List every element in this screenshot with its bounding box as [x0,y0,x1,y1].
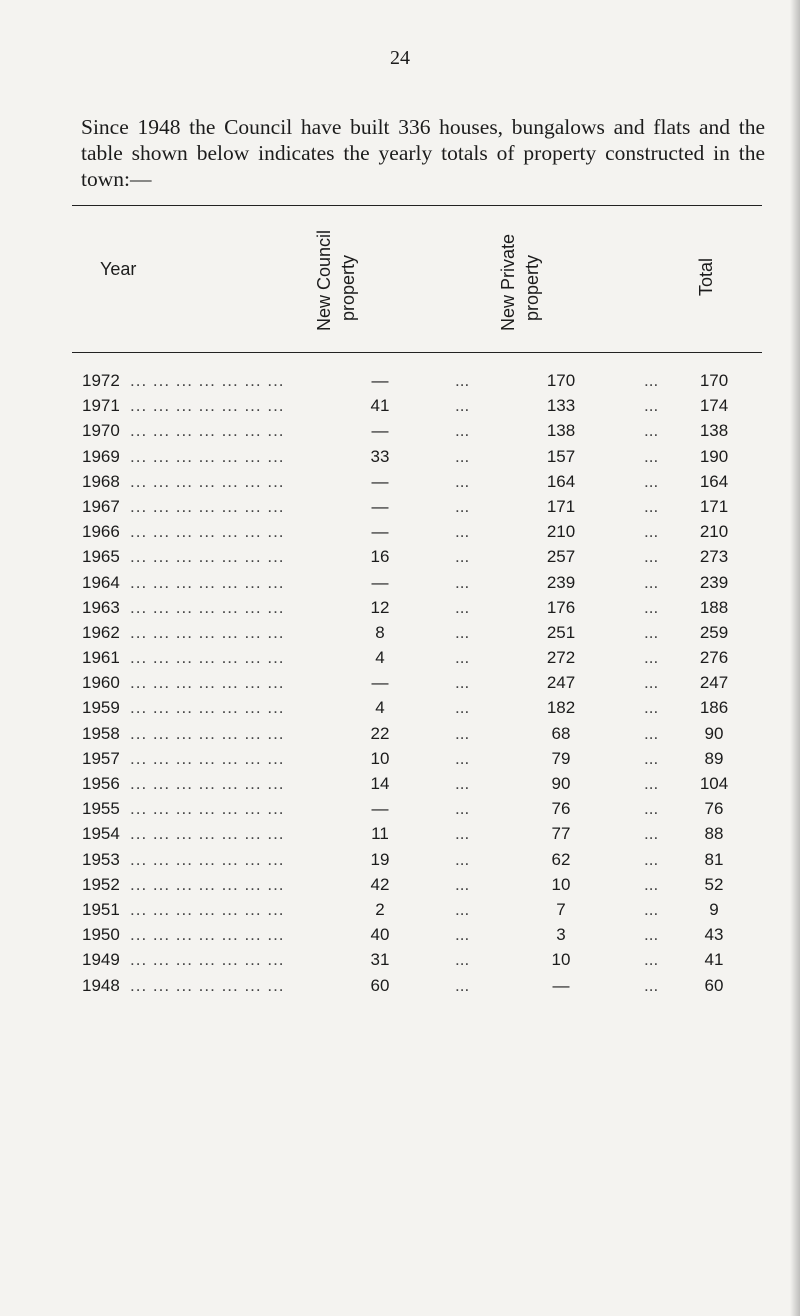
row-leader-dots: ... ... ... ... ... ... ... [130,622,285,642]
row-council-value: 22 [370,723,390,743]
table-row [0,371,800,396]
row-separator-dots: ... [644,471,659,491]
row-leader-dots: ... ... ... ... ... ... ... [130,673,285,693]
row-separator-dots: ... [455,950,470,970]
row-total-value: 76 [704,799,724,819]
header-private-line1: New Private [498,233,518,331]
row-separator-dots: ... [455,673,470,693]
row-private-value: 247 [546,673,576,693]
row-separator-dots: ... [644,824,659,844]
row-separator-dots: ... [644,748,659,768]
row-private-value: — [552,975,570,995]
row-total-value: 273 [699,547,729,567]
table-body [0,371,800,1001]
row-separator-dots: ... [455,597,470,617]
row-leader-dots: ... ... ... ... ... ... ... [130,899,285,919]
row-leader-dots: ... ... ... ... ... ... ... [130,950,285,970]
row-separator-dots: ... [644,950,659,970]
row-separator-dots: ... [455,471,470,491]
table-row [0,623,800,648]
row-council-value: 2 [375,899,385,919]
row-council-value: 42 [370,874,390,894]
table-row [0,799,800,824]
row-separator-dots: ... [455,774,470,793]
row-leader-dots: ... ... ... ... ... ... ... [130,849,285,869]
row-total-value: 247 [699,673,729,693]
row-private-value: 68 [551,723,571,743]
row-year: 1955 [82,799,120,819]
row-council-value: 16 [370,547,390,567]
header-new-council-property [312,201,360,331]
row-private-value: 79 [551,748,571,768]
row-year: 1957 [82,748,120,768]
row-separator-dots: ... [455,874,470,894]
row-private-value: 164 [546,471,576,491]
row-separator-dots: ... [455,446,470,466]
row-leader-dots: ... ... ... ... ... ... ... [130,421,285,441]
row-council-value: — [371,496,389,516]
table-row [0,598,800,623]
row-council-value: — [371,471,389,491]
table-row [0,824,800,849]
row-year: 1969 [82,446,120,466]
row-year: 1956 [82,774,120,793]
row-total-value: 60 [704,975,724,995]
row-private-value: 7 [556,899,566,919]
row-leader-dots: ... ... ... ... ... ... ... [130,799,285,819]
row-leader-dots: ... ... ... ... ... ... ... [130,698,285,718]
row-leader-dots: ... ... ... ... ... ... ... [130,496,285,516]
row-year: 1963 [82,597,120,617]
row-council-value: — [371,421,389,441]
row-leader-dots: ... ... ... ... ... ... ... [130,748,285,768]
row-separator-dots: ... [455,799,470,819]
row-council-value: 41 [370,396,390,416]
row-council-value: 31 [370,950,390,970]
table-row [0,396,800,421]
row-separator-dots: ... [455,572,470,592]
header-council-line2: property [338,254,358,321]
row-year: 1959 [82,698,120,718]
row-total-value: 164 [699,471,729,491]
row-council-value: 40 [370,925,390,945]
row-year: 1950 [82,925,120,945]
row-private-value: 90 [551,774,571,793]
row-council-value: 14 [370,774,390,793]
row-total-value: 90 [704,723,724,743]
row-total-value: 43 [704,925,724,945]
row-private-value: 76 [551,799,571,819]
row-total-value: 259 [699,622,729,642]
row-council-value: 19 [370,849,390,869]
row-separator-dots: ... [644,371,659,390]
header-total: Total [696,257,716,296]
row-year: 1953 [82,849,120,869]
row-separator-dots: ... [644,723,659,743]
row-separator-dots: ... [644,899,659,919]
row-private-value: 3 [556,925,566,945]
row-total-value: 174 [699,396,729,416]
row-private-value: 239 [546,572,576,592]
row-separator-dots: ... [644,849,659,869]
row-total-value: 138 [699,421,729,441]
row-year: 1948 [82,975,120,995]
row-council-value: — [371,522,389,542]
row-private-value: 171 [546,496,576,516]
row-year: 1960 [82,673,120,693]
table-row [0,522,800,547]
row-private-value: 257 [546,547,576,567]
row-separator-dots: ... [455,396,470,416]
table-row [0,875,800,900]
row-private-value: 10 [551,950,571,970]
row-separator-dots: ... [455,522,470,542]
row-total-value: 89 [704,748,724,768]
table-row [0,774,800,799]
row-leader-dots: ... ... ... ... ... ... ... [130,648,285,668]
row-separator-dots: ... [644,547,659,567]
row-total-value: 186 [699,698,729,718]
row-leader-dots: ... ... ... ... ... ... ... [130,723,285,743]
row-leader-dots: ... ... ... ... ... ... ... [130,874,285,894]
row-leader-dots: ... ... ... ... ... ... ... [130,371,285,390]
row-private-value: 170 [546,371,576,390]
row-year: 1952 [82,874,120,894]
table-top-rule [72,205,762,206]
row-private-value: 272 [546,648,576,668]
table-header-rule [72,352,762,353]
row-private-value: 157 [546,446,576,466]
row-year: 1971 [82,396,120,416]
row-council-value: 4 [375,648,385,668]
table-row [0,497,800,522]
row-separator-dots: ... [644,446,659,466]
row-year: 1967 [82,496,120,516]
row-year: 1958 [82,723,120,743]
table-row [0,573,800,598]
header-council-line1: New Council [314,229,334,331]
row-total-value: 239 [699,572,729,592]
row-leader-dots: ... ... ... ... ... ... ... [130,522,285,542]
row-leader-dots: ... ... ... ... ... ... ... [130,774,285,793]
row-leader-dots: ... ... ... ... ... ... ... [130,824,285,844]
row-total-value: 276 [699,648,729,668]
row-council-value: 10 [370,748,390,768]
row-separator-dots: ... [644,522,659,542]
row-separator-dots: ... [455,622,470,642]
row-year: 1965 [82,547,120,567]
row-separator-dots: ... [455,824,470,844]
row-year: 1968 [82,471,120,491]
row-total-value: 9 [709,899,719,919]
table-row [0,447,800,472]
row-total-value: 188 [699,597,729,617]
row-year: 1951 [82,899,120,919]
row-council-value: 4 [375,698,385,718]
header-year: Year [100,259,137,279]
row-private-value: 210 [546,522,576,542]
table-row [0,421,800,446]
row-separator-dots: ... [455,975,470,995]
header-private-line2: property [522,254,542,321]
row-council-value: — [371,371,389,390]
row-year: 1964 [82,572,120,592]
row-year: 1949 [82,950,120,970]
row-private-value: 77 [551,824,571,844]
table-row [0,749,800,774]
row-separator-dots: ... [644,698,659,718]
row-separator-dots: ... [644,396,659,416]
row-council-value: 12 [370,597,390,617]
row-year: 1954 [82,824,120,844]
row-leader-dots: ... ... ... ... ... ... ... [130,975,285,995]
row-council-value: — [371,673,389,693]
table-row [0,547,800,572]
row-separator-dots: ... [644,597,659,617]
row-leader-dots: ... ... ... ... ... ... ... [130,547,285,567]
row-leader-dots: ... ... ... ... ... ... ... [130,396,285,416]
row-separator-dots: ... [455,849,470,869]
row-total-value: 170 [699,371,729,390]
table-row [0,925,800,950]
table-row [0,950,800,975]
row-private-value: 138 [546,421,576,441]
row-total-value: 88 [704,824,724,844]
row-council-value: 60 [370,975,390,995]
header-new-private-property [496,201,544,331]
row-total-value: 81 [704,849,724,869]
row-total-value: 190 [699,446,729,466]
row-separator-dots: ... [644,925,659,945]
table-row [0,850,800,875]
row-separator-dots: ... [455,748,470,768]
row-council-value: — [371,799,389,819]
table-row [0,648,800,673]
table-row [0,900,800,925]
row-council-value: 11 [371,824,389,844]
row-separator-dots: ... [455,648,470,668]
row-separator-dots: ... [455,925,470,945]
row-council-value: 8 [375,622,385,642]
row-separator-dots: ... [644,774,659,793]
row-private-value: 182 [546,698,576,718]
row-year: 1962 [82,622,120,642]
row-leader-dots: ... ... ... ... ... ... ... [130,572,285,592]
row-leader-dots: ... ... ... ... ... ... ... [130,446,285,466]
table-row [0,472,800,497]
row-separator-dots: ... [644,572,659,592]
table-row [0,976,800,1001]
row-separator-dots: ... [455,547,470,567]
page-edge-shadow [790,0,800,1316]
page-number: 24 [390,47,410,69]
row-year: 1966 [82,522,120,542]
table-row [0,698,800,723]
row-separator-dots: ... [644,874,659,894]
row-separator-dots: ... [455,371,470,390]
row-total-value: 171 [699,496,729,516]
row-private-value: 133 [546,396,576,416]
row-leader-dots: ... ... ... ... ... ... ... [130,597,285,617]
row-private-value: 62 [551,849,571,869]
intro-paragraph: Since 1948 the Council have built 336 houses, bungalows and flats and the table shown below indicates the yearly totals of property constructed in the town:— [81,114,765,191]
row-separator-dots: ... [644,799,659,819]
row-separator-dots: ... [644,496,659,516]
row-private-value: 10 [551,874,571,894]
row-year: 1961 [82,648,120,668]
row-council-value: — [371,572,389,592]
row-private-value: 176 [546,597,576,617]
row-separator-dots: ... [455,723,470,743]
row-total-value: 52 [704,874,724,894]
row-total-value: 210 [699,522,729,542]
row-leader-dots: ... ... ... ... ... ... ... [130,925,285,945]
row-separator-dots: ... [455,698,470,718]
row-total-value: 41 [704,950,724,970]
row-separator-dots: ... [644,673,659,693]
row-separator-dots: ... [455,899,470,919]
row-private-value: 251 [546,622,576,642]
table-row [0,724,800,749]
row-year: 1972 [82,371,120,390]
row-year: 1970 [82,421,120,441]
row-separator-dots: ... [644,975,659,995]
row-leader-dots: ... ... ... ... ... ... ... [130,471,285,491]
row-council-value: 33 [370,446,390,466]
row-total-value: 104 [699,774,729,793]
row-separator-dots: ... [644,622,659,642]
row-separator-dots: ... [644,648,659,668]
row-separator-dots: ... [455,496,470,516]
table-row [0,673,800,698]
row-separator-dots: ... [644,421,659,441]
row-separator-dots: ... [455,421,470,441]
